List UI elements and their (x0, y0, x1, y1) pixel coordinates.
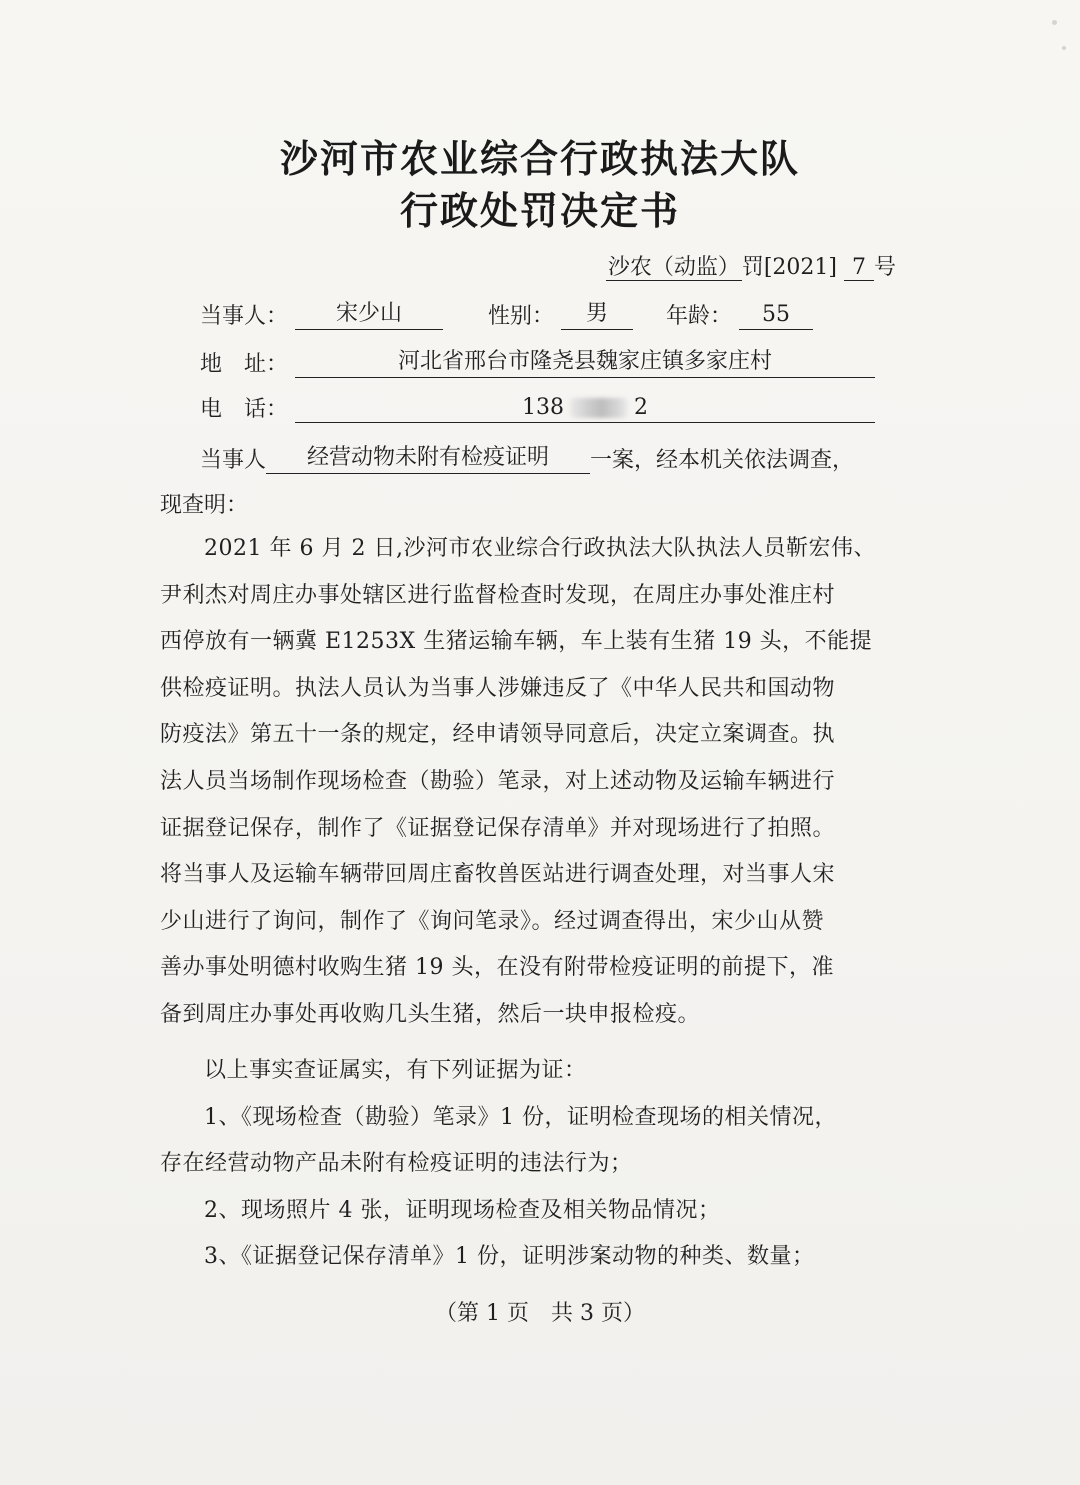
case-lead: 当事人 (200, 448, 267, 473)
address-row (200, 344, 875, 378)
age-label: 年龄： (666, 304, 733, 329)
facts-line: 证据登记保存，制作了《证据登记保存清单》并对现场进行了拍照。 (160, 815, 836, 841)
party-address: 河北省邢台市隆尧县魏家庄镇多家庄村 (295, 344, 875, 378)
phone-label: 电 话： (200, 397, 289, 422)
case-violation: 经营动物未附有检疫证明 (266, 440, 590, 474)
doc-mid: 罚[2021] (741, 255, 837, 280)
phone-start: 138 (522, 395, 565, 420)
scan-speck (1052, 20, 1057, 25)
evidence-item: 2、现场照片 4 张，证明现场检查及相关物品情况； (204, 1197, 721, 1223)
evidence-item: 1、《现场检查（勘验）笔录》1 份，证明检查现场的相关情况， (204, 1104, 837, 1130)
case-line2: 现查明： (160, 493, 249, 518)
agency-title: 沙河市农业综合行政执法大队 (279, 137, 800, 181)
doc-suffix: 号 (873, 255, 896, 280)
facts-line: 将当事人及运输车辆带回周庄畜牧兽医站进行调查处理，对当事人宋 (160, 862, 836, 888)
party-phone (295, 395, 875, 423)
party-name: 宋少山 (295, 296, 443, 330)
evidence-item: 3、《证据登记保存清单》1 份，证明涉案动物的种类、数量； (204, 1244, 815, 1270)
party-row (200, 296, 813, 330)
document-title: 行政处罚决定书 (399, 189, 680, 233)
case-row (200, 440, 854, 474)
facts-line: 少山进行了询问，制作了《询问笔录》。经过调查得出，宋少山从赞 (160, 908, 825, 934)
facts-line: 西停放有一辆冀 E1253X 生猪运输车辆，车上装有生猪 19 头，不能提 (160, 629, 873, 655)
redacted-digits (570, 398, 628, 418)
facts-line: 法人员当场制作现场检查（勘验）笔录，对上述动物及运输车辆进行 (160, 768, 836, 794)
facts-line: 2021 年 6 月 2 日,沙河市农业综合行政执法大队执法人员靳宏伟、 (204, 536, 876, 561)
phone-end: 2 (634, 395, 649, 420)
phone-row (200, 392, 875, 423)
facts-line: 供检疫证明。执法人员认为当事人涉嫌违反了《中华人民共和国动物 (160, 675, 836, 701)
evidence-intro: 以上事实查证属实，有下列证据为证： (204, 1058, 587, 1083)
doc-num: 7 (844, 255, 874, 281)
evidence-list (160, 1048, 890, 1281)
facts-line: 善办事处明德村收购生猪 19 头，在没有附带检疫证明的前提下，准 (160, 955, 834, 981)
name-label: 当事人： (200, 304, 289, 329)
case-tail: 一案，经本机关依法调查， (590, 448, 855, 473)
address-label: 地 址： (200, 352, 289, 377)
page-footer: （第 1 页 共 3 页） (435, 1301, 645, 1326)
facts-line: 防疫法》第五十一条的规定，经申请领导同意后，决定立案调查。执 (160, 722, 836, 748)
party-sex: 男 (561, 296, 633, 330)
sex-label: 性别： (488, 304, 555, 329)
document-number (606, 250, 896, 281)
party-age: 55 (739, 302, 813, 330)
facts-line: 备到周庄办事处再收购几头生猪，然后一块申报检疫。 (160, 1001, 701, 1027)
evidence-item-cont: 存在经营动物产品未附有检疫证明的违法行为； (160, 1151, 633, 1177)
facts-line: 尹利杰对周庄办事处辖区进行监督检查时发现，在周庄办事处淮庄村 (160, 582, 836, 608)
doc-prefix: 沙农（动监） (607, 255, 740, 280)
scan-speck (1062, 46, 1066, 50)
facts-paragraph (160, 526, 890, 1039)
